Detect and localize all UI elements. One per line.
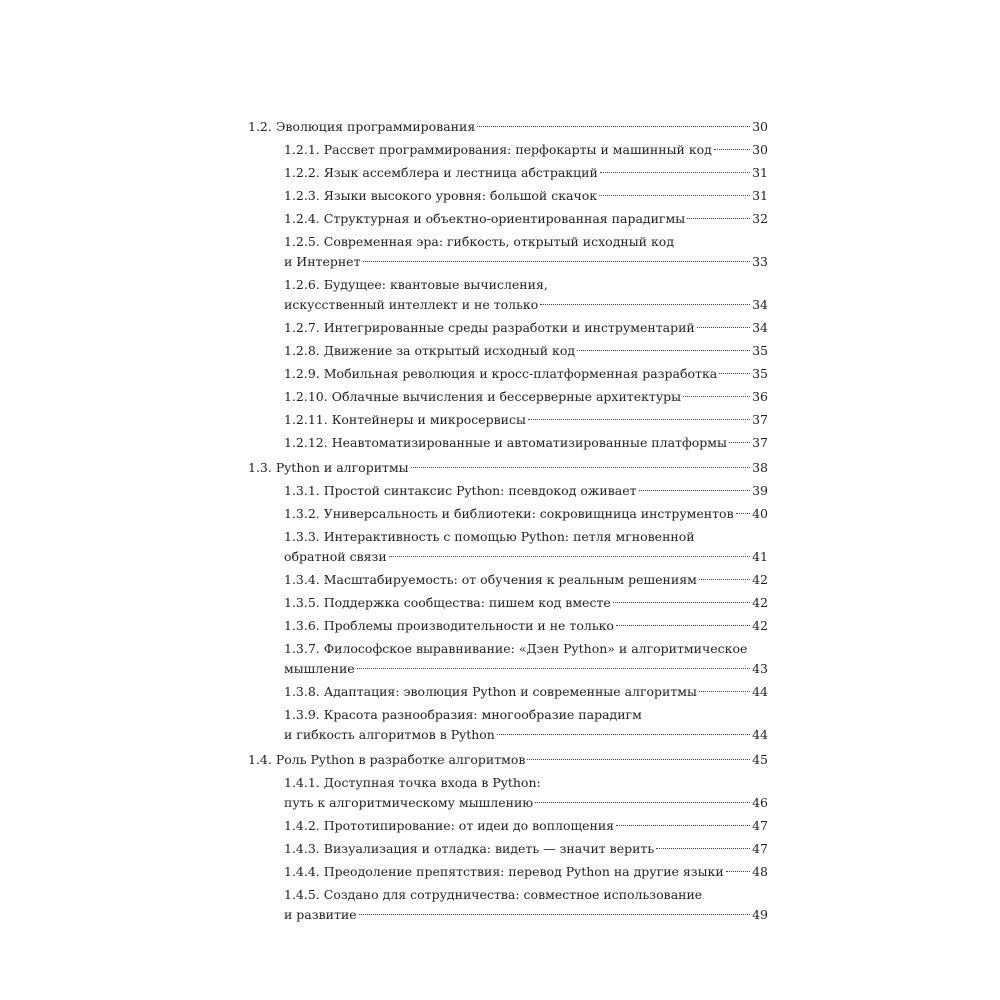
toc-entry-page-number: 36: [752, 389, 768, 404]
toc-entry-title: 1.2.9. Мобильная революция и кросс-платформенная разработка: [284, 366, 718, 381]
toc-entry: [248, 705, 768, 745]
toc-entry-page-number: 44: [752, 727, 768, 742]
toc-entry-page-number: 31: [752, 165, 768, 180]
toc-entry: [248, 186, 768, 206]
toc-entry: [248, 140, 768, 160]
toc-entry-title: и развитие: [284, 907, 357, 922]
toc-entry: [248, 816, 768, 836]
toc-entry: [248, 318, 768, 338]
toc-entry-title: 1.2.8. Движение за открытый исходный код: [284, 343, 576, 358]
toc-entry-page-number: 42: [752, 618, 768, 633]
toc-entry-page-number: 30: [752, 119, 768, 134]
toc-entry: [248, 593, 768, 613]
dot-leader: [363, 261, 751, 262]
toc-entry: [248, 209, 768, 229]
toc-entry-title: 1.3.2. Универсальность и библиотеки: сокровищница инструментов: [284, 506, 734, 521]
toc-entry: [248, 117, 768, 137]
toc-entry: [248, 387, 768, 407]
toc-entry-title-line: 1.3.3. Интерактивность с помощью Python: петля мгновенной: [284, 529, 695, 544]
dot-leader: [477, 126, 750, 127]
toc-entry-page-number: 35: [752, 366, 768, 381]
toc-entry: [248, 232, 768, 272]
dot-leader: [613, 602, 750, 603]
toc-entry: [248, 839, 768, 859]
toc-entry: [248, 275, 768, 315]
toc-entry-title: 1.3.6. Проблемы производительности и не только: [284, 618, 614, 633]
toc-entry-page-number: 31: [752, 188, 768, 203]
dot-leader: [600, 172, 750, 173]
toc-entry-page-number: 34: [752, 297, 768, 312]
toc-entry-page-number: 44: [752, 684, 768, 699]
table-of-contents: [248, 117, 768, 925]
toc-entry-page-number: 49: [752, 907, 768, 922]
toc-entry-title-line: 1.3.7. Философское выравнивание: «Дзен Python» и алгоритмическое: [284, 641, 748, 656]
dot-leader: [697, 327, 750, 328]
dot-leader: [411, 467, 750, 468]
toc-entry-title: 1.3.5. Поддержка сообщества: пишем код вместе: [284, 595, 611, 610]
toc-entry: [248, 163, 768, 183]
toc-entry-title: обратной связи: [284, 549, 387, 564]
toc-entry-title: и Интернет: [284, 254, 361, 269]
toc-entry-title: 1.2.10. Облачные вычисления и бессерверные архитектуры: [284, 389, 682, 404]
toc-entry: [248, 527, 768, 567]
dot-leader: [714, 149, 750, 150]
toc-entry-page-number: 46: [752, 795, 768, 810]
toc-entry: [248, 570, 768, 590]
toc-entry: [248, 410, 768, 430]
toc-entry-title: 1.4.3. Визуализация и отладка: видеть — значит верить: [284, 841, 655, 856]
toc-entry-page-number: 38: [752, 460, 768, 475]
toc-entry-title: 1.2.2. Язык ассемблера и лестница абстракций: [284, 165, 598, 180]
dot-leader: [656, 848, 750, 849]
toc-entry-title-line: 1.2.6. Будущее: квантовые вычисления,: [284, 277, 548, 292]
toc-entry-title: 1.2.7. Интегрированные среды разработки и инструментарий: [284, 320, 695, 335]
dot-leader: [683, 396, 750, 397]
dot-leader: [599, 195, 750, 196]
dot-leader: [389, 556, 750, 557]
toc-entry-page-number: 35: [752, 343, 768, 358]
toc-entry-title: 1.3.8. Адаптация: эволюция Python и современные алгоритмы: [284, 684, 697, 699]
toc-entry-page-number: 45: [752, 752, 768, 767]
toc-entry-page-number: 41: [752, 549, 768, 564]
toc-entry-title: и гибкость алгоритмов в Python: [284, 727, 495, 742]
dot-leader: [535, 802, 750, 803]
toc-entry: [248, 458, 768, 478]
toc-entry-title: путь к алгоритмическому мышлению: [284, 795, 534, 810]
toc-entry: [248, 364, 768, 384]
dot-leader: [577, 350, 750, 351]
toc-entry-title: мышление: [284, 661, 355, 676]
toc-entry-title: 1.2.1. Рассвет программирования: перфокарты и машинный код: [284, 142, 712, 157]
dot-leader: [540, 304, 750, 305]
dot-leader: [616, 825, 750, 826]
toc-entry-page-number: 39: [752, 483, 768, 498]
toc-entry-title: 1.4. Роль Python в разработке алгоритмов: [248, 752, 526, 767]
toc-entry-title: 1.2.3. Языки высокого уровня: большой скачок: [284, 188, 598, 203]
toc-entry-page-number: 42: [752, 595, 768, 610]
toc-entry-title-line: 1.3.9. Красота разнообразия: многообразие парадигм: [284, 707, 642, 722]
toc-entry-page-number: 32: [752, 211, 768, 226]
dot-leader: [719, 373, 750, 374]
toc-entry-page-number: 47: [752, 841, 768, 856]
dot-leader: [497, 734, 750, 735]
toc-entry: [248, 433, 768, 453]
toc-entry-title: 1.3.1. Простой синтаксис Python: псевдокод оживает: [284, 483, 637, 498]
toc-entry-page-number: 30: [752, 142, 768, 157]
dot-leader: [699, 691, 750, 692]
dot-leader: [726, 871, 750, 872]
toc-entry-title-line: 1.2.5. Современная эра: гибкость, открытый исходный код: [284, 234, 675, 249]
toc-entry-title-line: 1.4.5. Создано для сотрудничества: совместное использование: [284, 887, 703, 902]
dot-leader: [699, 579, 750, 580]
toc-entry-title: 1.2.11. Контейнеры и микросервисы: [284, 412, 526, 427]
toc-entry: [248, 341, 768, 361]
toc-entry-page-number: 48: [752, 864, 768, 879]
toc-entry: [248, 504, 768, 524]
toc-entry-title: 1.4.4. Преодоление препятствия: перевод Python на другие языки: [284, 864, 724, 879]
dot-leader: [359, 914, 751, 915]
dot-leader: [616, 625, 750, 626]
toc-entry: [248, 682, 768, 702]
toc-entry: [248, 616, 768, 636]
toc-entry-page-number: 37: [752, 412, 768, 427]
dot-leader: [687, 218, 750, 219]
toc-entry-page-number: 43: [752, 661, 768, 676]
toc-entry-title: 1.3. Python и алгоритмы: [248, 460, 409, 475]
toc-entry-title: 1.4.2. Прототипирование: от идеи до воплощения: [284, 818, 615, 833]
toc-entry: [248, 750, 768, 770]
dot-leader: [528, 419, 750, 420]
toc-entry-page-number: 33: [752, 254, 768, 269]
toc-entry-title-line: 1.4.1. Доступная точка входа в Python:: [284, 775, 541, 790]
toc-entry-page-number: 47: [752, 818, 768, 833]
dot-leader: [639, 490, 751, 491]
toc-entry-page-number: 34: [752, 320, 768, 335]
dot-leader: [729, 442, 750, 443]
toc-entry-page-number: 40: [752, 506, 768, 521]
toc-entry: [248, 862, 768, 882]
toc-entry-title: 1.2.4. Структурная и объектно-ориентированная парадигмы: [284, 211, 686, 226]
toc-entry-page-number: 37: [752, 435, 768, 450]
toc-entry-title: 1.3.4. Масштабируемость: от обучения к реальным решениям: [284, 572, 697, 587]
dot-leader: [527, 759, 750, 760]
toc-entry: [248, 885, 768, 925]
toc-entry-page-number: 42: [752, 572, 768, 587]
toc-entry: [248, 639, 768, 679]
toc-entry-title: 1.2. Эволюция программирования: [248, 119, 476, 134]
toc-entry-title: 1.2.12. Неавтоматизированные и автоматизированные платформы: [284, 435, 727, 450]
dot-leader: [357, 668, 750, 669]
toc-entry: [248, 481, 768, 501]
toc-entry: [248, 773, 768, 813]
toc-entry-title: искусственный интеллект и не только: [284, 297, 539, 312]
dot-leader: [736, 513, 750, 514]
